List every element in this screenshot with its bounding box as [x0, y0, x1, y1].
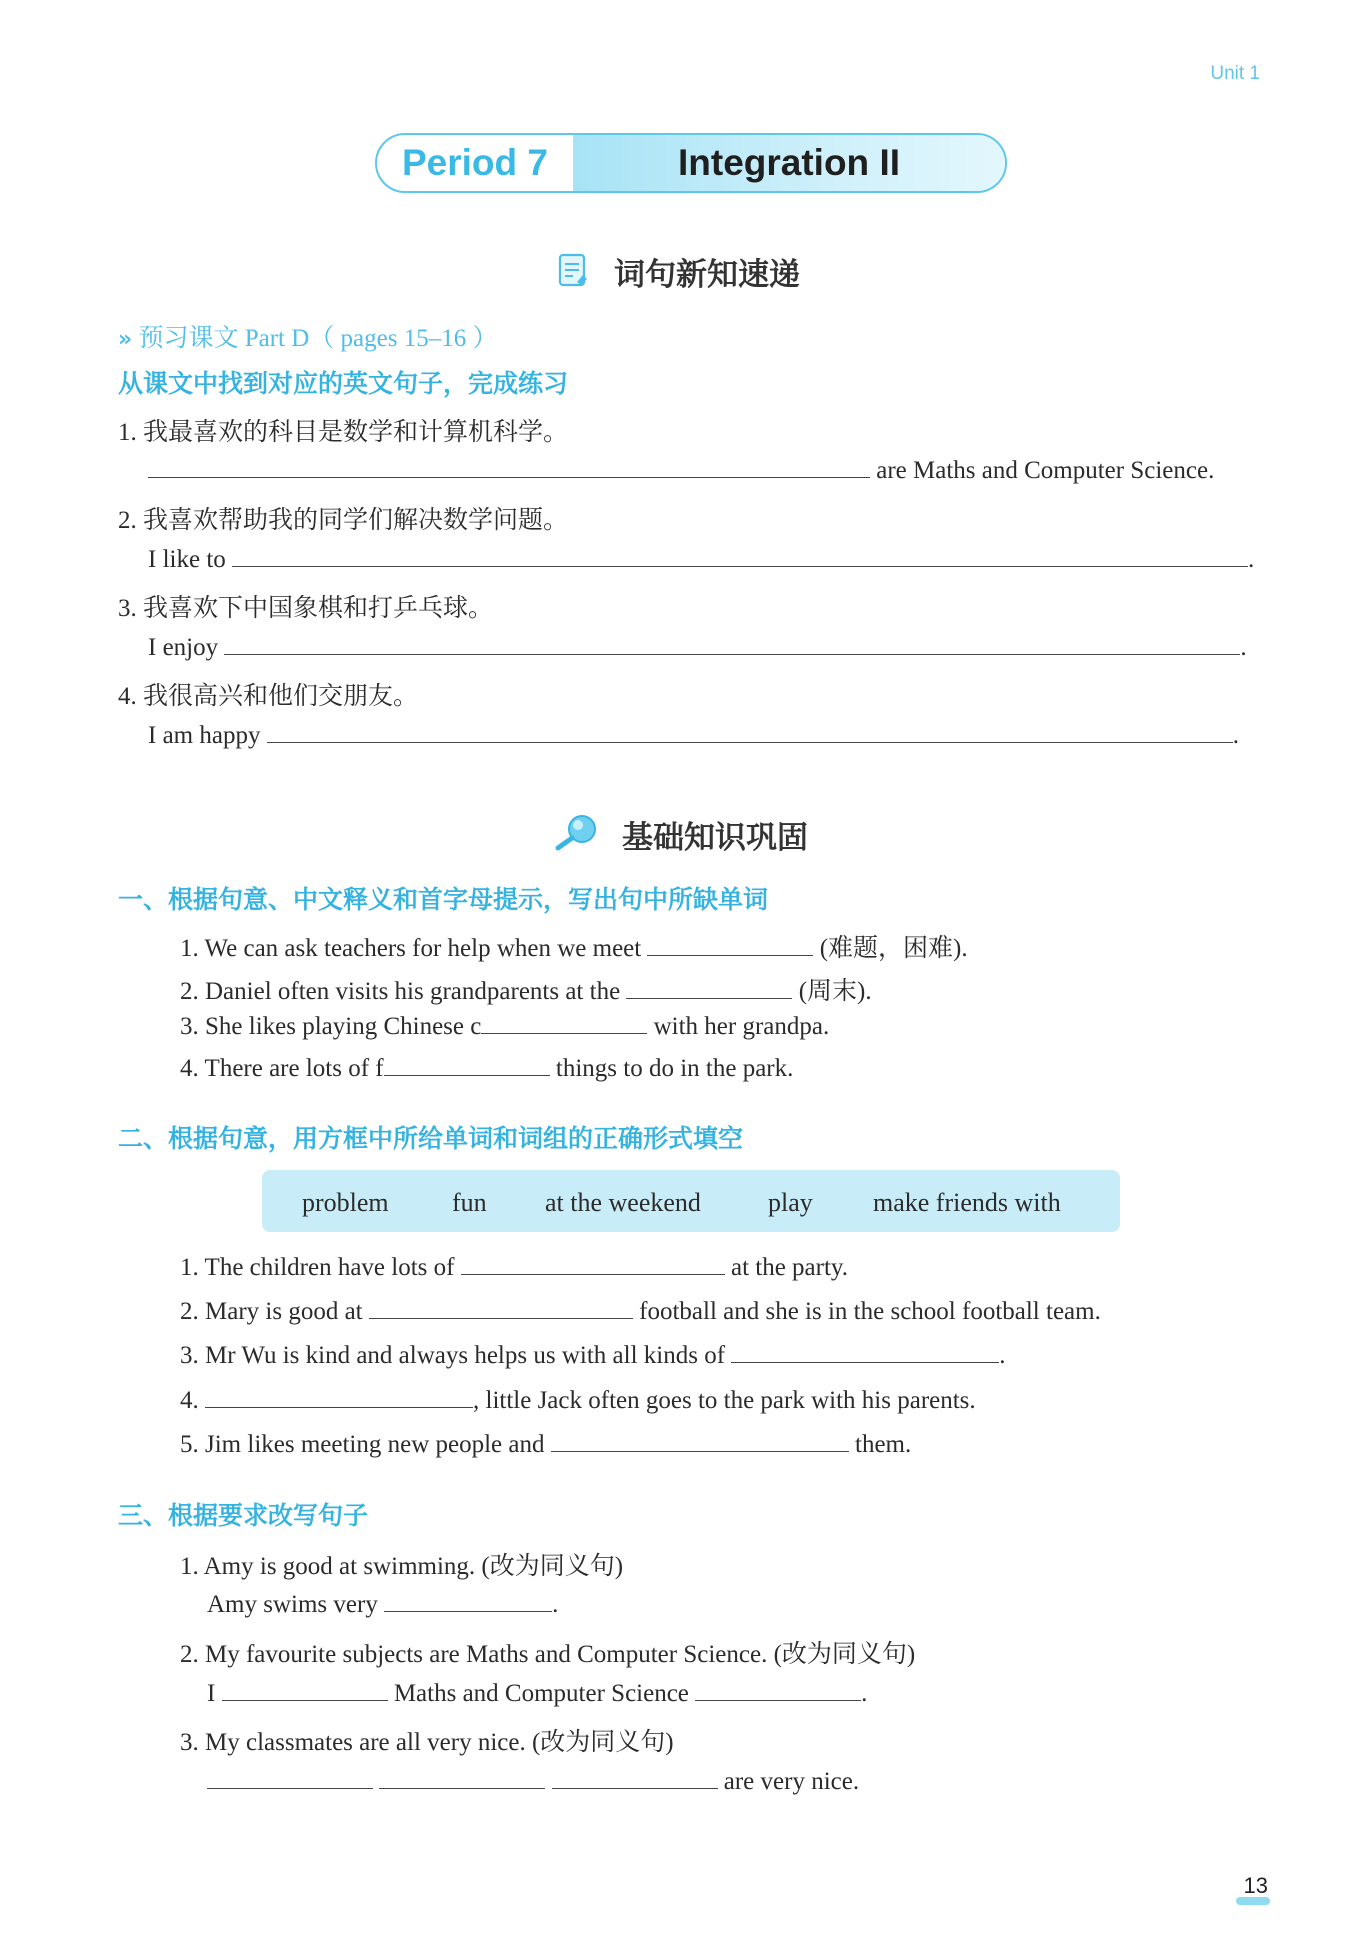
p3-item-3-answer — [207, 1768, 859, 1796]
lesson-title — [375, 133, 1007, 193]
answer-blank[interactable] — [552, 1787, 718, 1789]
section-heading-preview: 词句新知速递 — [614, 257, 800, 293]
period-mark: . — [552, 1591, 559, 1618]
p1-item-2-post: (周末). — [798, 978, 872, 1005]
word-box-item: fun — [452, 1188, 487, 1217]
s1-item-1-zh: 1. 我最喜欢的科目是数学和计算机科学。 — [118, 419, 569, 446]
double-chevron-icon: » — [118, 327, 133, 352]
s1-item-2-prefix: I like to — [148, 546, 226, 573]
period-mark: . — [1248, 546, 1255, 573]
p2-item-2-pre: 2. Mary is good at — [180, 1298, 363, 1325]
word-box-item: make friends with — [873, 1188, 1061, 1217]
s1-item-4-prefix: I am happy — [148, 722, 261, 749]
answer-blank[interactable] — [379, 1787, 545, 1789]
p1-item-4 — [180, 1055, 793, 1083]
word-box-item: play — [768, 1188, 813, 1217]
answer-blank[interactable] — [207, 1787, 373, 1789]
p1-item-1-pre: 1. We can ask teachers for help when we meet — [180, 935, 642, 962]
p1-item-3 — [180, 1013, 829, 1041]
s1-item-4-zh: 4. 我很高兴和他们交朋友。 — [118, 683, 419, 710]
answer-blank[interactable] — [481, 1032, 647, 1034]
period-label: Period 7 — [402, 142, 548, 183]
p3-item-2-answer-pre: I — [207, 1680, 216, 1707]
part1-title: 一、根据句意、中文释义和首字母提示，写出句中所缺单词 — [118, 885, 769, 914]
p1-item-2 — [180, 971, 872, 1007]
page-number: 13 — [1243, 1873, 1268, 1898]
s1-item-3-zh: 3. 我喜欢下中国象棋和打乒乓球。 — [118, 595, 494, 622]
p3-item-1-answer — [207, 1591, 558, 1619]
section-heading-basics: 基础知识巩固 — [622, 820, 808, 856]
answer-blank[interactable] — [551, 1450, 849, 1452]
p2-item-2 — [180, 1298, 1101, 1326]
answer-blank[interactable] — [148, 476, 870, 478]
p2-item-5-pre: 5. Jim likes meeting new people and — [180, 1431, 545, 1458]
answer-blank[interactable] — [224, 653, 1240, 655]
word-box-item: problem — [302, 1188, 389, 1217]
lesson-name: Integration II — [573, 135, 1005, 191]
part2-title: 二、根据句意，用方框中所给单词和词组的正确形式填空 — [118, 1124, 744, 1153]
s1-item-4-en — [148, 722, 1239, 750]
p1-item-3-post: with her grandpa. — [653, 1013, 830, 1040]
answer-blank[interactable] — [205, 1406, 473, 1408]
unit-label: Unit 1 — [1210, 63, 1260, 84]
p2-item-4-post: , little Jack often goes to the park with his parents. — [473, 1387, 976, 1414]
p2-item-3-post: . — [999, 1342, 1006, 1369]
s1-item-3-prefix: I enjoy — [148, 634, 219, 661]
s1-item-3-en — [148, 634, 1247, 662]
p3-item-2-answer — [207, 1680, 867, 1708]
magnifier-icon — [552, 812, 602, 857]
p3-item-3-answer-post: are very nice. — [723, 1768, 860, 1795]
p3-item-1-question: 1. Amy is good at swimming. (改为同义句) — [180, 1553, 624, 1580]
p2-item-1-post: at the party. — [730, 1254, 849, 1281]
p3-item-3-question: 3. My classmates are all very nice. (改为同义句) — [180, 1729, 674, 1756]
p2-item-2-post: football and she is in the school football team. — [639, 1298, 1101, 1325]
answer-blank[interactable] — [222, 1699, 388, 1701]
p2-item-4-pre: 4. — [180, 1387, 199, 1414]
section1-instruction: 从课文中找到对应的英文句子，完成练习 — [118, 369, 569, 398]
answer-blank[interactable] — [369, 1317, 633, 1319]
period-mark: . — [861, 1680, 868, 1707]
answer-blank[interactable] — [695, 1699, 861, 1701]
p1-item-4-pre: 4. There are lots of f — [180, 1055, 384, 1082]
p2-item-5-post: them. — [855, 1431, 912, 1458]
p3-item-1-answer-pre: Amy swims very — [207, 1591, 378, 1618]
answer-blank[interactable] — [232, 565, 1248, 567]
p2-item-1 — [180, 1254, 848, 1282]
preview-text: 预习课文 Part D（ pages 15–16 ） — [138, 325, 498, 352]
answer-blank[interactable] — [731, 1361, 999, 1363]
s1-item-1-suffix: are Maths and Computer Science. — [876, 457, 1215, 484]
p1-item-3-pre: 3. She likes playing Chinese c — [180, 1013, 482, 1040]
answer-blank[interactable] — [384, 1610, 552, 1612]
p1-item-1-post: (难题，困难). — [819, 935, 968, 962]
p2-item-1-pre: 1. The children have lots of — [180, 1254, 455, 1281]
answer-blank[interactable] — [626, 997, 792, 999]
s1-item-1-en — [148, 457, 1214, 485]
p1-item-2-pre: 2. Daniel often visits his grandparents at the — [180, 978, 621, 1005]
p1-item-1 — [180, 928, 968, 964]
period-mark: . — [1232, 722, 1239, 749]
s1-item-2-zh: 2. 我喜欢帮助我的同学们解决数学问题。 — [118, 507, 569, 534]
answer-blank[interactable] — [461, 1273, 725, 1275]
answer-blank[interactable] — [384, 1074, 550, 1076]
p2-item-3 — [180, 1342, 1006, 1370]
s1-item-2-en — [148, 546, 1254, 574]
p2-item-3-pre: 3. Mr Wu is kind and always helps us with all kinds of — [180, 1342, 726, 1369]
answer-blank[interactable] — [647, 954, 813, 956]
p1-item-4-post: things to do in the park. — [555, 1055, 794, 1082]
part3-title: 三、根据要求改写句子 — [118, 1501, 369, 1530]
notebook-icon — [556, 252, 592, 293]
p2-item-5 — [180, 1431, 911, 1459]
period-mark: . — [1240, 634, 1247, 661]
p3-item-2-answer-mid: Maths and Computer Science — [393, 1680, 689, 1707]
word-box-item: at the weekend — [545, 1188, 701, 1217]
p2-item-4 — [180, 1387, 976, 1415]
p3-item-2-question: 2. My favourite subjects are Maths and Computer Science. (改为同义句) — [180, 1641, 916, 1668]
answer-blank[interactable] — [267, 741, 1233, 743]
preview-line — [118, 318, 497, 354]
